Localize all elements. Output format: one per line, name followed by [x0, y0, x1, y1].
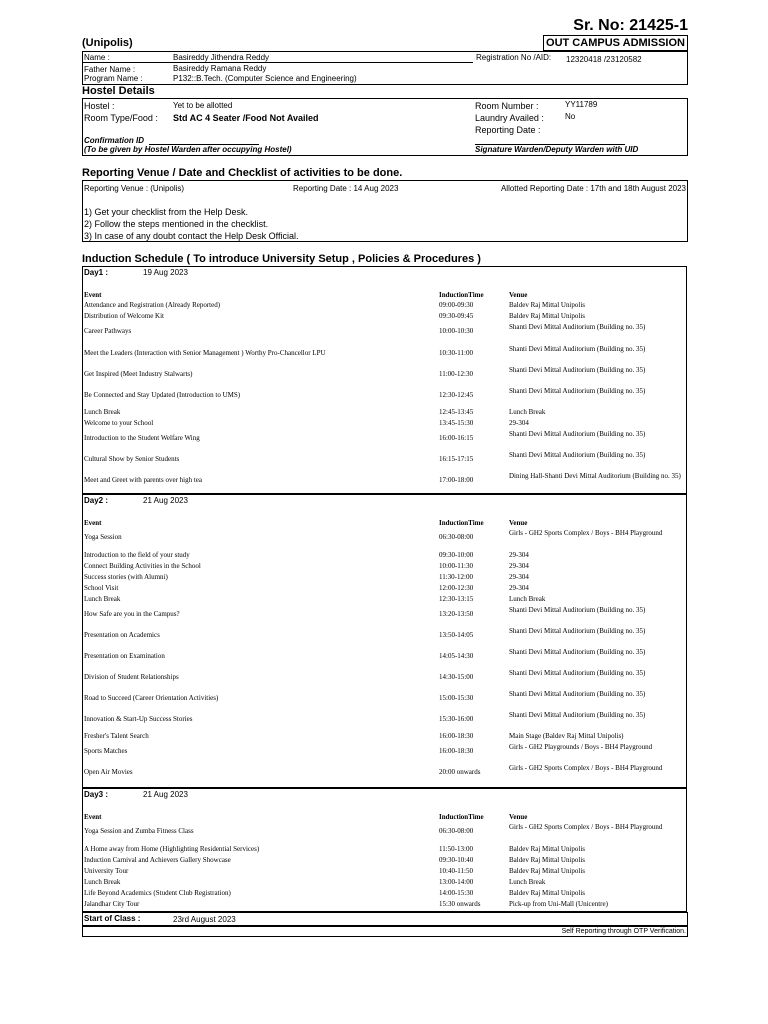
room-number-label: Room Number :	[475, 101, 539, 111]
event-venue: Main Stage (Baldev Raj Mittal Unipolis)	[509, 732, 624, 740]
schedule-row	[83, 732, 686, 743]
event-name: Be Connected and Stay Updated (Introduction to UMS)	[84, 391, 241, 399]
event-time: 12:30-13:15	[439, 595, 474, 603]
event-name: How Safe are you in the Campus?	[84, 610, 180, 618]
event-name: Introduction to the field of your study	[84, 551, 190, 559]
event-venue: Shanti Devi Mittal Auditorium (Building no. 35)	[509, 711, 646, 719]
admission-type-badge: OUT CAMPUS ADMISSION	[543, 35, 688, 51]
schedule-row	[83, 451, 686, 472]
event-name: Open Air Movies	[84, 768, 133, 776]
father-name-label: Father Name :	[84, 65, 136, 74]
event-name: Sports Matches	[84, 747, 128, 755]
schedule-row	[83, 551, 686, 562]
event-time: 13:20-13:50	[439, 610, 474, 618]
event-venue: Shanti Devi Mittal Auditorium (Building no. 35)	[509, 648, 646, 656]
event-time: 15:30-16:00	[439, 715, 474, 723]
schedule-row	[83, 606, 686, 627]
event-name: Lunch Break	[84, 408, 121, 416]
event-venue: Shanti Devi Mittal Auditorium (Building no. 35)	[509, 606, 646, 614]
hostel-details-box	[82, 98, 688, 156]
day-label: Day1 :	[84, 268, 109, 277]
event-time: 16:00-16:15	[439, 434, 474, 442]
hostel-value: Yet to be allotted	[173, 101, 233, 110]
event-time: 13:50-14:05	[439, 631, 474, 639]
day-label: Day2 :	[84, 496, 109, 505]
schedule-row	[83, 627, 686, 648]
schedule-row	[83, 648, 686, 669]
room-type-value: Std AC 4 Seater /Food Not Availed	[173, 113, 319, 123]
event-venue: Lunch Break	[509, 595, 546, 603]
schedule-row	[83, 529, 686, 551]
schedule-row	[83, 845, 686, 856]
program-label: Program Name :	[84, 74, 143, 83]
schedule-row	[83, 900, 686, 911]
schedule-row	[83, 711, 686, 732]
event-name: Meet and Greet with parents over high tea	[84, 476, 202, 484]
event-venue: Baldev Raj Mittal Unipolis	[509, 312, 586, 320]
signature-label: Signature Warden/Deputy Warden with UID	[475, 145, 639, 154]
event-venue: Shanti Devi Mittal Auditorium (Building no. 35)	[509, 387, 646, 395]
event-time: 13:45-15:30	[439, 419, 474, 427]
day-date: 21 Aug 2023	[143, 496, 188, 505]
column-header-event: Event	[84, 519, 102, 527]
event-name: Lunch Break	[84, 878, 121, 886]
student-name: Basireddy Jithendra Reddy	[173, 53, 270, 62]
schedule-row	[83, 595, 686, 606]
event-venue: 29-304	[509, 573, 529, 581]
university-name: (Unipolis)	[82, 37, 133, 49]
event-name: Lunch Break	[84, 595, 121, 603]
laundry-label: Laundry Availed :	[475, 113, 544, 123]
schedule-row	[83, 562, 686, 573]
start-of-class-box	[82, 912, 688, 926]
event-time: 14:05-14:30	[439, 652, 474, 660]
father-name: Basireddy Ramana Reddy	[173, 64, 267, 73]
event-venue: Girls - GH2 Sports Complex / Boys - BH4 Playground	[509, 764, 663, 772]
event-time: 13:00-14:00	[439, 878, 474, 886]
event-name: Yoga Session and Zumba Fitness Class	[84, 827, 194, 835]
event-venue: Shanti Devi Mittal Auditorium (Building no. 35)	[509, 366, 646, 374]
event-time: 06:30-08:00	[439, 533, 474, 541]
event-name: Career Pathways	[84, 327, 132, 335]
registration-value: 12320418 /23120582	[566, 55, 642, 64]
schedule-row	[83, 584, 686, 595]
column-header-venue: Venue	[509, 813, 528, 821]
event-name: Introduction to the Student Welfare Wing	[84, 434, 200, 442]
day3-schedule	[82, 788, 687, 912]
event-venue: Shanti Devi Mittal Auditorium (Building no. 35)	[509, 323, 646, 331]
day-header	[83, 267, 686, 279]
event-time: 14:00-15:30	[439, 889, 474, 897]
checklist-item: 3) In case of any doubt contact the Help Desk Official.	[84, 231, 299, 241]
event-venue: Baldev Raj Mittal Unipolis	[509, 889, 586, 897]
event-venue: Baldev Raj Mittal Unipolis	[509, 867, 586, 875]
event-venue: Shanti Devi Mittal Auditorium (Building no. 35)	[509, 627, 646, 635]
event-venue: Lunch Break	[509, 878, 546, 886]
event-time: 12:45-13:45	[439, 408, 474, 416]
room-number-value: YY11789	[565, 100, 598, 109]
event-name: Welcome to your School	[84, 419, 154, 427]
event-name: University Tour	[84, 867, 129, 875]
laundry-value: No	[565, 112, 576, 121]
event-time: 06:30-08:00	[439, 827, 474, 835]
event-time: 15:30 onwards	[439, 900, 481, 908]
event-name: Get Inspired (Meet Industry Stalwarts)	[84, 370, 193, 378]
column-header-time: InductionTime	[439, 291, 484, 299]
event-time: 15:00-15:30	[439, 694, 474, 702]
event-time: 10:00-11:30	[439, 562, 473, 570]
schedule-row	[83, 301, 686, 312]
program-name: P132::B.Tech. (Computer Science and Engineering)	[173, 74, 357, 83]
schedule-row	[83, 867, 686, 878]
serial-number: Sr. No: 21425-1	[573, 17, 688, 34]
event-venue: Shanti Devi Mittal Auditorium (Building no. 35)	[509, 690, 646, 698]
event-venue: 29-304	[509, 584, 529, 592]
schedule-row	[83, 743, 686, 764]
confirmation-note: (To be given by Hostel Warden after occupying Hostel)	[84, 145, 292, 154]
schedule-row	[83, 472, 686, 494]
event-venue: Baldev Raj Mittal Unipolis	[509, 856, 586, 864]
schedule-row	[83, 430, 686, 451]
name-label: Name :	[84, 53, 110, 62]
event-venue: Girls - GH2 Playgrounds / Boys - BH4 Playground	[509, 743, 653, 751]
room-type-label: Room Type/Food :	[84, 113, 158, 123]
day-date: 21 Aug 2023	[143, 790, 188, 799]
event-name: Attendance and Registration (Already Reported)	[84, 301, 221, 309]
schedule-row	[83, 669, 686, 690]
event-name: Meet the Leaders (Interaction with Senior Management ) Worthy Pro-Chancellor LPU	[84, 349, 326, 357]
day-date: 19 Aug 2023	[143, 268, 188, 277]
event-venue: Shanti Devi Mittal Auditorium (Building no. 35)	[509, 451, 646, 459]
reporting-heading: Reporting Venue / Date and Checklist of activities to be done.	[82, 167, 403, 179]
event-name: Jalandhar City Tour	[84, 900, 140, 908]
event-name: A Home away from Home (Highlighting Residential Services)	[84, 845, 260, 853]
schedule-row	[83, 366, 686, 387]
day2-schedule	[82, 494, 687, 788]
event-venue: Baldev Raj Mittal Unipolis	[509, 301, 586, 309]
start-of-class-label: Start of Class :	[84, 914, 141, 923]
event-venue: 29-304	[509, 562, 529, 570]
event-time: 11:30-12:00	[439, 573, 473, 581]
event-time: 10:00-10:30	[439, 327, 474, 335]
column-header-event: Event	[84, 291, 102, 299]
event-name: Life Beyond Academics (Student Club Registration)	[84, 889, 231, 897]
event-venue: Shanti Devi Mittal Auditorium (Building no. 35)	[509, 345, 646, 353]
event-name: Cultural Show by Senior Students	[84, 455, 180, 463]
day-header	[83, 789, 686, 801]
event-venue: Dining Hall-Shanti Devi Mittal Auditorium (Building no. 35)	[509, 472, 681, 480]
event-time: 10:30-11:00	[439, 349, 473, 357]
schedule-row	[83, 856, 686, 867]
checklist-item: 2) Follow the steps mentioned in the checklist.	[84, 219, 269, 229]
event-name: Connect Building Activities in the School	[84, 562, 201, 570]
reporting-box	[82, 180, 688, 242]
registration-label: Registration No /AID:	[476, 53, 552, 62]
hostel-details-heading: Hostel Details	[82, 85, 155, 97]
event-name: Success stories (with Alumni)	[84, 573, 168, 581]
schedule-row	[83, 690, 686, 711]
reporting-venue: Reporting Venue : (Unipolis)	[84, 184, 185, 193]
event-time: 16:00-18:30	[439, 747, 474, 755]
schedule-row	[83, 408, 686, 419]
column-header-time: InductionTime	[439, 519, 484, 527]
event-name: Distribution of Welcome Kit	[84, 312, 164, 320]
schedule-column-headers	[83, 291, 686, 301]
event-name: Yoga Session	[84, 533, 122, 541]
event-venue: Girls - GH2 Sports Complex / Boys - BH4 Playground	[509, 823, 663, 831]
event-time: 11:50-13:00	[439, 845, 473, 853]
start-of-class-value: 23rd August 2023	[173, 915, 236, 924]
induction-heading: Induction Schedule ( To introduce University Setup , Policies & Procedures )	[82, 253, 481, 265]
column-header-venue: Venue	[509, 519, 528, 527]
event-venue: Shanti Devi Mittal Auditorium (Building no. 35)	[509, 669, 646, 677]
reporting-date: Reporting Date : 14 Aug 2023	[293, 184, 399, 193]
event-time: 12:00-12:30	[439, 584, 474, 592]
event-time: 09:30-10:40	[439, 856, 474, 864]
schedule-column-headers	[83, 519, 686, 529]
schedule-row	[83, 878, 686, 889]
event-name: Innovation & Start-Up Success Stories	[84, 715, 193, 723]
event-time: 16:00-18:30	[439, 732, 474, 740]
schedule-row	[83, 764, 686, 785]
day-header	[83, 495, 686, 507]
reporting-date-label: Reporting Date :	[475, 125, 541, 135]
self-reporting-note: Self Reporting through OTP Verification.	[561, 928, 686, 935]
checklist-item: 1) Get your checklist from the Help Desk.	[84, 207, 249, 217]
allotted-reporting-date: Allotted Reporting Date : 17th and 18th August 2023	[500, 184, 686, 193]
event-venue: Lunch Break	[509, 408, 546, 416]
event-time: 16:15-17:15	[439, 455, 474, 463]
schedule-row	[83, 323, 686, 345]
event-venue: Girls - GH2 Sports Complex / Boys - BH4 Playground	[509, 529, 663, 537]
schedule-row	[83, 387, 686, 408]
event-time: 17:00-18:00	[439, 476, 474, 484]
column-header-venue: Venue	[509, 291, 528, 299]
event-name: School Visit	[84, 584, 119, 592]
hostel-label: Hostel :	[84, 101, 115, 111]
schedule-row	[83, 419, 686, 430]
schedule-row	[83, 312, 686, 323]
event-name: Presentation on Academics	[84, 631, 160, 639]
day-label: Day3 :	[84, 790, 109, 799]
event-venue: Pick-up from Uni-Mall (Unicentre)	[509, 900, 608, 908]
schedule-row	[83, 345, 686, 366]
event-time: 09:30-09:45	[439, 312, 474, 320]
event-name: Division of Student Relationships	[84, 673, 179, 681]
event-name: Road to Succeed (Career Orientation Activities)	[84, 694, 219, 702]
event-venue: 29-304	[509, 551, 529, 559]
schedule-row	[83, 573, 686, 584]
event-name: Fresher's Talent Search	[84, 732, 149, 740]
event-name: Induction Carnival and Achievers Gallery Showcase	[84, 856, 231, 864]
schedule-row	[83, 889, 686, 900]
event-time: 10:40-11:50	[439, 867, 473, 875]
event-venue: 29-304	[509, 419, 529, 427]
column-header-time: InductionTime	[439, 813, 484, 821]
event-time: 14:30-15:00	[439, 673, 474, 681]
schedule-column-headers	[83, 813, 686, 823]
column-header-event: Event	[84, 813, 102, 821]
event-name: Presentation on Examination	[84, 652, 165, 660]
event-time: 11:00-12:30	[439, 370, 473, 378]
event-time: 12:30-12:45	[439, 391, 474, 399]
schedule-row	[83, 823, 686, 845]
event-time: 09:30-10:00	[439, 551, 474, 559]
event-time: 09:00-09:30	[439, 301, 474, 309]
event-time: 20:00 onwards	[439, 768, 481, 776]
event-venue: Baldev Raj Mittal Unipolis	[509, 845, 586, 853]
confirmation-id-label: Confirmation ID	[84, 136, 144, 145]
student-info-box	[82, 51, 688, 85]
footer-note-box	[82, 926, 688, 937]
event-venue: Shanti Devi Mittal Auditorium (Building no. 35)	[509, 430, 646, 438]
day1-schedule	[82, 266, 687, 494]
